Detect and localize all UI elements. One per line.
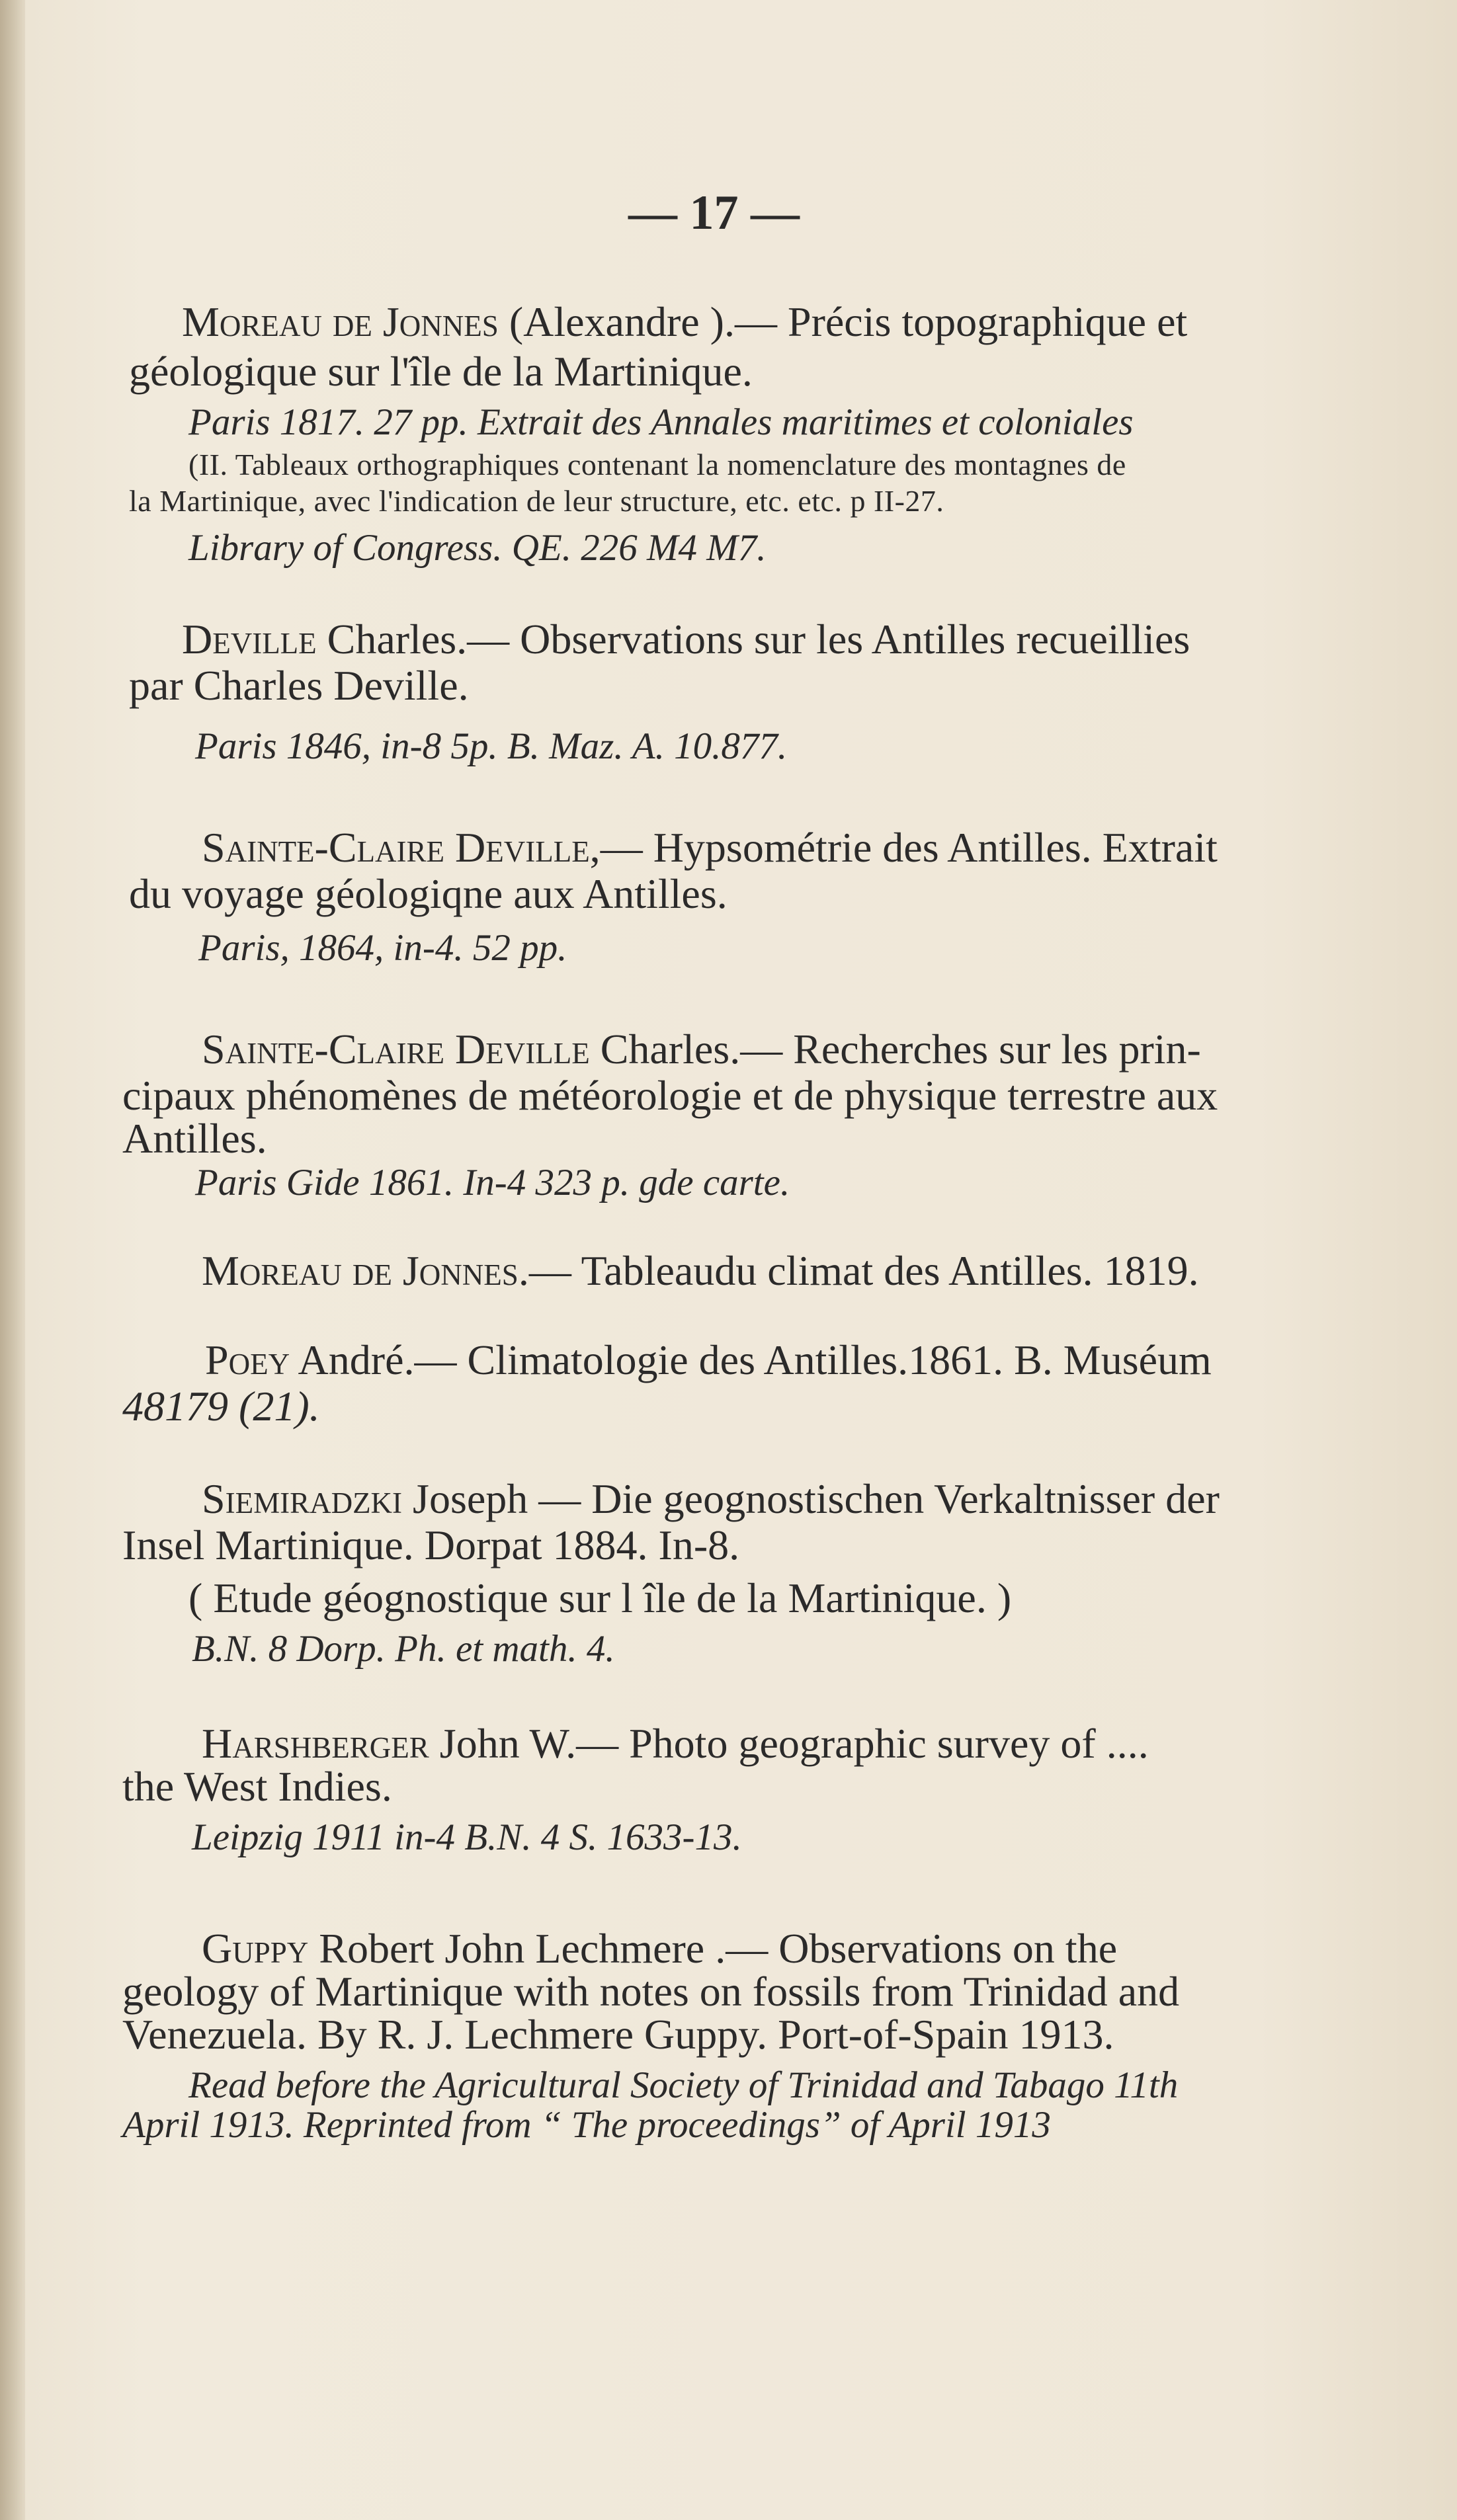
entry-sainte-claire-2-imprint: Paris Gide 1861. In-4 323 p. gde carte. (195, 1162, 790, 1203)
entry-siemiradzki-line3: ( Etude géognostique sur l île de la Martinique. ) (188, 1574, 1012, 1621)
entry-moreau-1-note2: la Martinique, avec l'indication de leur structure, etc. etc. p II-27. (129, 484, 944, 518)
entry-guppy-line1: Guppy Robert John Lechmere .— Observations on the (202, 1925, 1118, 1972)
entry-deville-1-imprint: Paris 1846, in-8 5p. B. Maz. A. 10.877. (195, 725, 788, 767)
entry-guppy-imprint1: Read before the Agricultural Society of Trinidad and Tabago 11th (188, 2064, 1179, 2106)
entry-harshberger-line1: Harshberger John W.— Photo geographic survey of .... (202, 1720, 1149, 1767)
page-binding-edge (0, 0, 25, 2520)
entry-moreau-2-line1: Moreau de Jonnes.— Tableaudu climat des Antilles. 1819. (202, 1247, 1199, 1294)
entry-harshberger-line2: the West Indies. (122, 1763, 392, 1810)
entry-moreau-1-imprint: Paris 1817. 27 pp. Extrait des Annales maritimes et coloniales (188, 401, 1134, 443)
entry-sainte-claire-2-line1: Sainte-Claire Deville Charles.— Recherches sur les prin- (202, 1026, 1201, 1073)
entry-moreau-1-line1: Moreau de Jonnes (Alexandre ).— Précis topographique et (182, 298, 1188, 345)
entry-siemiradzki-line2: Insel Martinique. Dorpat 1884. In-8. (122, 1522, 740, 1568)
entry-harshberger-imprint: Leipzig 1911 in-4 B.N. 4 S. 1633-13. (192, 1816, 742, 1858)
entry-deville-1-line2: par Charles Deville. (129, 662, 469, 709)
entry-guppy-imprint2: April 1913. Reprinted from “ The proceedings” of April 1913 (122, 2104, 1051, 2146)
entry-guppy-line3: Venezuela. By R. J. Lechmere Guppy. Port-of-Spain 1913. (122, 2011, 1114, 2058)
entry-moreau-1-location: Library of Congress. QE. 226 M4 M7. (188, 527, 767, 569)
entry-moreau-1-line2: géologique sur l'île de la Martinique. (129, 348, 753, 395)
page-number: — 17 — (628, 186, 800, 240)
entry-sainte-claire-1-imprint: Paris, 1864, in-4. 52 pp. (198, 927, 567, 969)
entry-siemiradzki-line1: Siemiradzki Joseph — Die geognostischen Verkaltnisser der (202, 1475, 1220, 1522)
entry-poey-line2: 48179 (21). (122, 1383, 320, 1430)
entry-sainte-claire-1-line1: Sainte-Claire Deville,— Hypsométrie des Antilles. Extrait (202, 824, 1218, 871)
entry-sainte-claire-2-line2: cipaux phénomènes de météorologie et de physique terrestre aux (122, 1072, 1218, 1119)
entry-sainte-claire-1-line2: du voyage géologiqne aux Antilles. (129, 870, 728, 917)
entry-moreau-1-note1: (II. Tableaux orthographiques contenant la nomenclature des montagnes de (188, 448, 1126, 481)
entry-siemiradzki-imprint: B.N. 8 Dorp. Ph. et math. 4. (192, 1628, 615, 1670)
entry-sainte-claire-2-line3: Antilles. (122, 1115, 267, 1162)
entry-guppy-line2: geology of Martinique with notes on fossils from Trinidad and (122, 1968, 1180, 2015)
entry-deville-1-line1: Deville Charles.— Observations sur les Antilles recueillies (182, 616, 1190, 663)
entry-poey-line1: Poey André.— Climatologie des Antilles.1861. B. Muséum (205, 1336, 1212, 1383)
